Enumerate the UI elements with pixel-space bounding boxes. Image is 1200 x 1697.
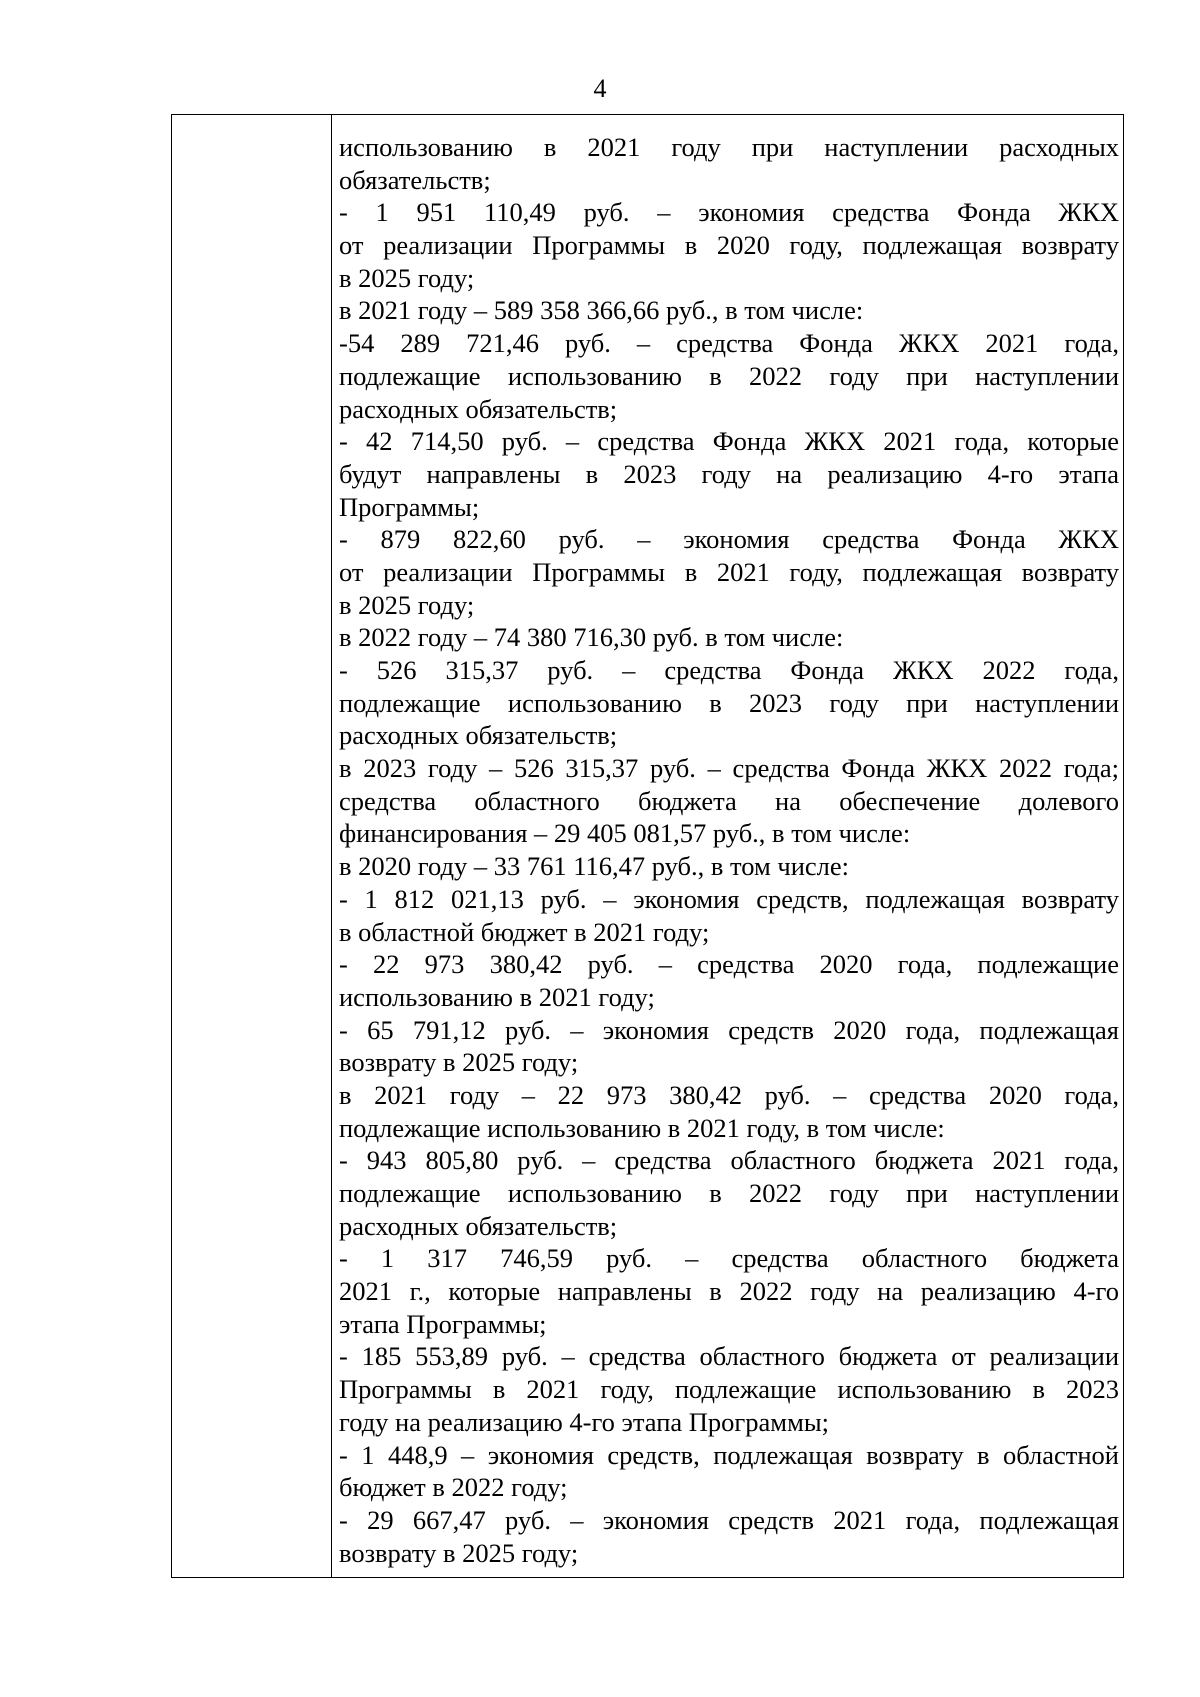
text-line: - 879 822,60 руб. – экономия средства Фонда ЖКХ <box>339 524 1119 555</box>
text-line: возврату в 2025 году; <box>339 1537 579 1568</box>
text-line: расходных обязательств; <box>339 393 618 424</box>
text-line: в 2025 году; <box>339 262 475 293</box>
text-line: в 2025 году; <box>339 589 475 620</box>
text-line: в областной бюджет в 2021 году; <box>339 916 710 947</box>
text-line: в 2021 году – 22 973 380,42 руб. – средства 2020 года, <box>339 1079 1119 1110</box>
table-right-column-text <box>339 131 1119 1569</box>
text-line: в 2021 году – 589 358 366,66 руб., в том числе: <box>339 295 864 326</box>
text-line: - 943 805,80 руб. – средства областного бюджета 2021 года, <box>339 1145 1119 1176</box>
text-line: - 29 667,47 руб. – экономия средств 2021 года, подлежащая <box>339 1504 1119 1535</box>
text-line: - 65 791,12 руб. – экономия средств 2020 года, подлежащая <box>339 1014 1119 1045</box>
text-line: подлежащие использованию в 2021 году, в том числе: <box>339 1112 945 1143</box>
text-line: расходных обязательств; <box>339 1210 618 1241</box>
text-line: использованию в 2021 году при наступлении расходных <box>339 132 1119 162</box>
text-line: в 2022 году – 74 380 716,30 руб. в том числе: <box>339 622 844 653</box>
text-line: обязательств; <box>339 164 491 195</box>
text-line: финансирования – 29 405 081,57 руб., в том числе: <box>339 818 911 849</box>
text-line: бюджет в 2022 году; <box>339 1472 568 1503</box>
text-line: - 1 951 110,49 руб. – экономия средства Фонда ЖКХ <box>339 197 1119 228</box>
text-line: от реализации Программы в 2021 году, подлежащая возврату <box>339 556 1119 587</box>
text-line: - 526 315,37 руб. – средства Фонда ЖКХ 2022 года, <box>339 655 1119 685</box>
document-table <box>171 114 1124 1578</box>
text-line: 2021 г., которые направлены в 2022 году на реализацию 4-го <box>339 1276 1119 1307</box>
text-line: -54 289 721,46 руб. – средства Фонда ЖКХ 2021 года, <box>339 328 1119 359</box>
text-line: этапа Программы; <box>339 1308 547 1339</box>
text-line: возврату в 2025 году; <box>339 1047 579 1078</box>
text-line: расходных обязательств; <box>339 720 618 751</box>
text-line: в 2020 году – 33 761 116,47 руб., в том числе: <box>339 851 849 882</box>
text-line: подлежащие использованию в 2022 году при наступлении <box>339 360 1119 391</box>
text-line: Программы в 2021 году, подлежащие использованию в 2023 <box>339 1374 1119 1405</box>
text-line: - 42 714,50 руб. – средства Фонда ЖКХ 2021 года, которые <box>339 426 1119 457</box>
text-line: - 1 812 021,13 руб. – экономия средств, подлежащая возврату <box>339 883 1119 914</box>
text-line: - 1 448,9 – экономия средств, подлежащая возврату в областной <box>339 1439 1119 1470</box>
page-number: 4 <box>593 74 607 103</box>
text-line: будут направлены в 2023 году на реализацию 4-го этапа <box>339 458 1119 489</box>
table-left-column <box>172 115 332 1577</box>
text-line: от реализации Программы в 2020 году, подлежащая возврату <box>339 230 1119 261</box>
text-line: году на реализацию 4-го этапа Программы; <box>339 1406 830 1437</box>
text-line: - 1 317 746,59 руб. – средства областного бюджета <box>339 1243 1119 1274</box>
text-line: средства областного бюджета на обеспечение долевого <box>339 785 1119 816</box>
text-line: - 22 973 380,42 руб. – средства 2020 года, подлежащие <box>339 949 1119 980</box>
text-line: в 2023 году – 526 315,37 руб. – средства Фонда ЖКХ 2022 года; <box>339 753 1119 784</box>
text-line: Программы; <box>339 491 480 522</box>
text-line: подлежащие использованию в 2022 году при наступлении <box>339 1178 1119 1208</box>
text-line: подлежащие использованию в 2023 году при наступлении <box>339 687 1119 718</box>
text-line: использованию в 2021 году; <box>339 981 655 1012</box>
text-line: - 185 553,89 руб. – средства областного бюджета от реализации <box>339 1341 1119 1372</box>
